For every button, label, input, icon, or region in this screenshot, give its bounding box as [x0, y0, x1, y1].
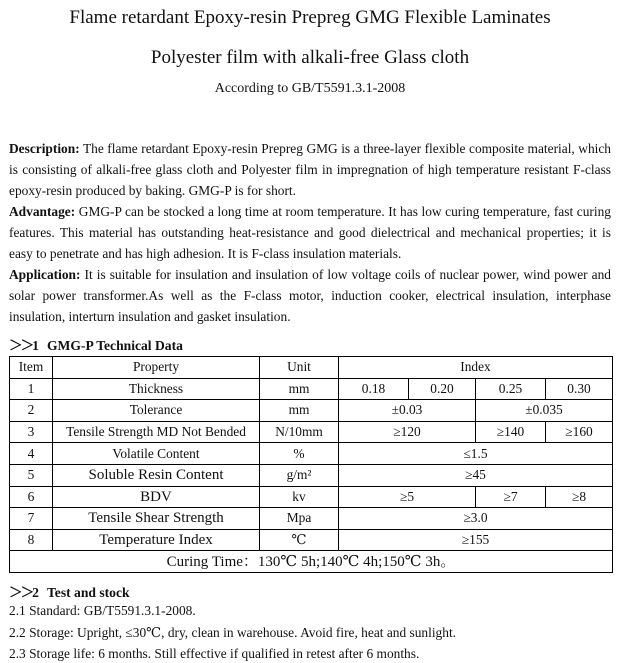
technical-data-table	[9, 356, 613, 573]
table-row	[10, 464, 613, 486]
cell-unit: N/10mm	[260, 421, 339, 443]
section-arrows: ＞＞2	[9, 585, 37, 600]
table-row	[10, 443, 613, 465]
cell-value: ≥160	[546, 421, 613, 443]
description-text: The flame retardant Epoxy-resin Prepreg GMG is a three-layer flexible composite material, which is consisting of alkali-free glass cloth and Polyester film in impregnation of high temperature resistant F-class epoxy-resin produced by baking. GMG-P is for short.	[9, 141, 611, 198]
cell-property: Tensile Strength MD Not Bended	[53, 421, 260, 443]
table-row	[10, 508, 613, 530]
cell-value: ≥3.0	[339, 508, 613, 530]
cell-item: 4	[10, 443, 53, 465]
cell-property: Soluble Resin Content	[53, 464, 260, 486]
stock-storage-line: 2.2 Storage: Upright, ≤30℃, dry, clean in warehouse. Avoid fire, heat and sunlight.	[9, 625, 457, 640]
document-subtitle: Polyester film with alkali-free Glass cloth	[150, 47, 470, 68]
cell-value: ≥140	[476, 421, 546, 443]
section-title: Test and stock	[46, 585, 130, 600]
cell-item: 2	[10, 400, 53, 422]
application-text: It is suitable for insulation and insulation of low voltage coils of nuclear power, wind power and solar power transformer.As well as the F-class motor, induction cooker, electrical insulation, interphase insulation, interturn insulation and gasket insulation.	[9, 267, 611, 324]
description-label: Description:	[9, 141, 80, 156]
cell-property: Tolerance	[53, 400, 260, 422]
cell-unit: ℃	[260, 529, 339, 551]
cell-property: Thickness	[53, 378, 260, 400]
cell-unit: mm	[260, 378, 339, 400]
cell-property: BDV	[53, 486, 260, 508]
stock-standard-line: 2.1 Standard: GB/T5591.3.1-2008.	[9, 603, 196, 618]
header-index: Index	[339, 357, 613, 379]
table-row	[10, 486, 613, 508]
curing-time-row	[10, 551, 613, 573]
document-title: Flame retardant Epoxy-resin Prepreg GMG Flexible Laminates	[69, 7, 551, 28]
table-row	[10, 421, 613, 443]
cell-unit: mm	[260, 400, 339, 422]
application-label: Application:	[9, 267, 81, 282]
advantage-label: Advantage:	[9, 204, 76, 219]
cell-unit: %	[260, 443, 339, 465]
application-paragraph	[9, 264, 611, 327]
header-item: Item	[10, 357, 53, 379]
cell-value: ≥45	[339, 464, 613, 486]
cell-unit: Mpa	[260, 508, 339, 530]
cell-value: ≤1.5	[339, 443, 613, 465]
header-unit: Unit	[260, 357, 339, 379]
cell-value: ≥8	[546, 486, 613, 508]
cell-item: 8	[10, 529, 53, 551]
cell-value: ±0.035	[476, 400, 613, 422]
standard-reference: According to GB/T5591.3.1-2008	[214, 81, 406, 96]
curing-time: Curing Time：130℃ 5h;140℃ 4h;150℃ 3h。	[10, 551, 613, 573]
cell-unit: kv	[260, 486, 339, 508]
cell-value: 0.30	[546, 378, 613, 400]
cell-item: 1	[10, 378, 53, 400]
cell-item: 7	[10, 508, 53, 530]
cell-property: Temperature Index	[53, 529, 260, 551]
header-property: Property	[53, 357, 260, 379]
description-paragraph	[9, 138, 611, 201]
section-heading-test-stock	[9, 581, 130, 601]
section-title: GMG-P Technical Data	[46, 338, 183, 353]
cell-property: Tensile Shear Strength	[53, 508, 260, 530]
cell-value: ≥7	[476, 486, 546, 508]
cell-item: 6	[10, 486, 53, 508]
cell-unit: g/m²	[260, 464, 339, 486]
cell-item: 5	[10, 464, 53, 486]
cell-value: ±0.03	[339, 400, 476, 422]
cell-value: ≥155	[339, 529, 613, 551]
cell-value: 0.25	[476, 378, 546, 400]
advantage-paragraph	[9, 201, 611, 264]
section-heading-technical-data	[9, 334, 183, 354]
cell-value: 0.18	[339, 378, 409, 400]
cell-property: Volatile Content	[53, 443, 260, 465]
cell-item: 3	[10, 421, 53, 443]
section-arrows: ＞＞1	[9, 338, 37, 353]
table-row	[10, 400, 613, 422]
stock-life-line: 2.3 Storage life: 6 months. Still effective if qualified in retest after 6 months.	[9, 646, 420, 661]
table-header-row	[10, 357, 613, 379]
table-row	[10, 378, 613, 400]
table-row	[10, 529, 613, 551]
cell-value: ≥120	[339, 421, 476, 443]
advantage-text: GMG-P can be stocked a long time at room temperature. It has low curing temperature, fast curing features. This material has outstanding heat-resistance and good dielectrical and mechanical properties; it is easy to penetrate and has high adhesion. It is F-class insulation materials.	[9, 204, 611, 261]
cell-value: 0.20	[409, 378, 476, 400]
cell-value: ≥5	[339, 486, 476, 508]
